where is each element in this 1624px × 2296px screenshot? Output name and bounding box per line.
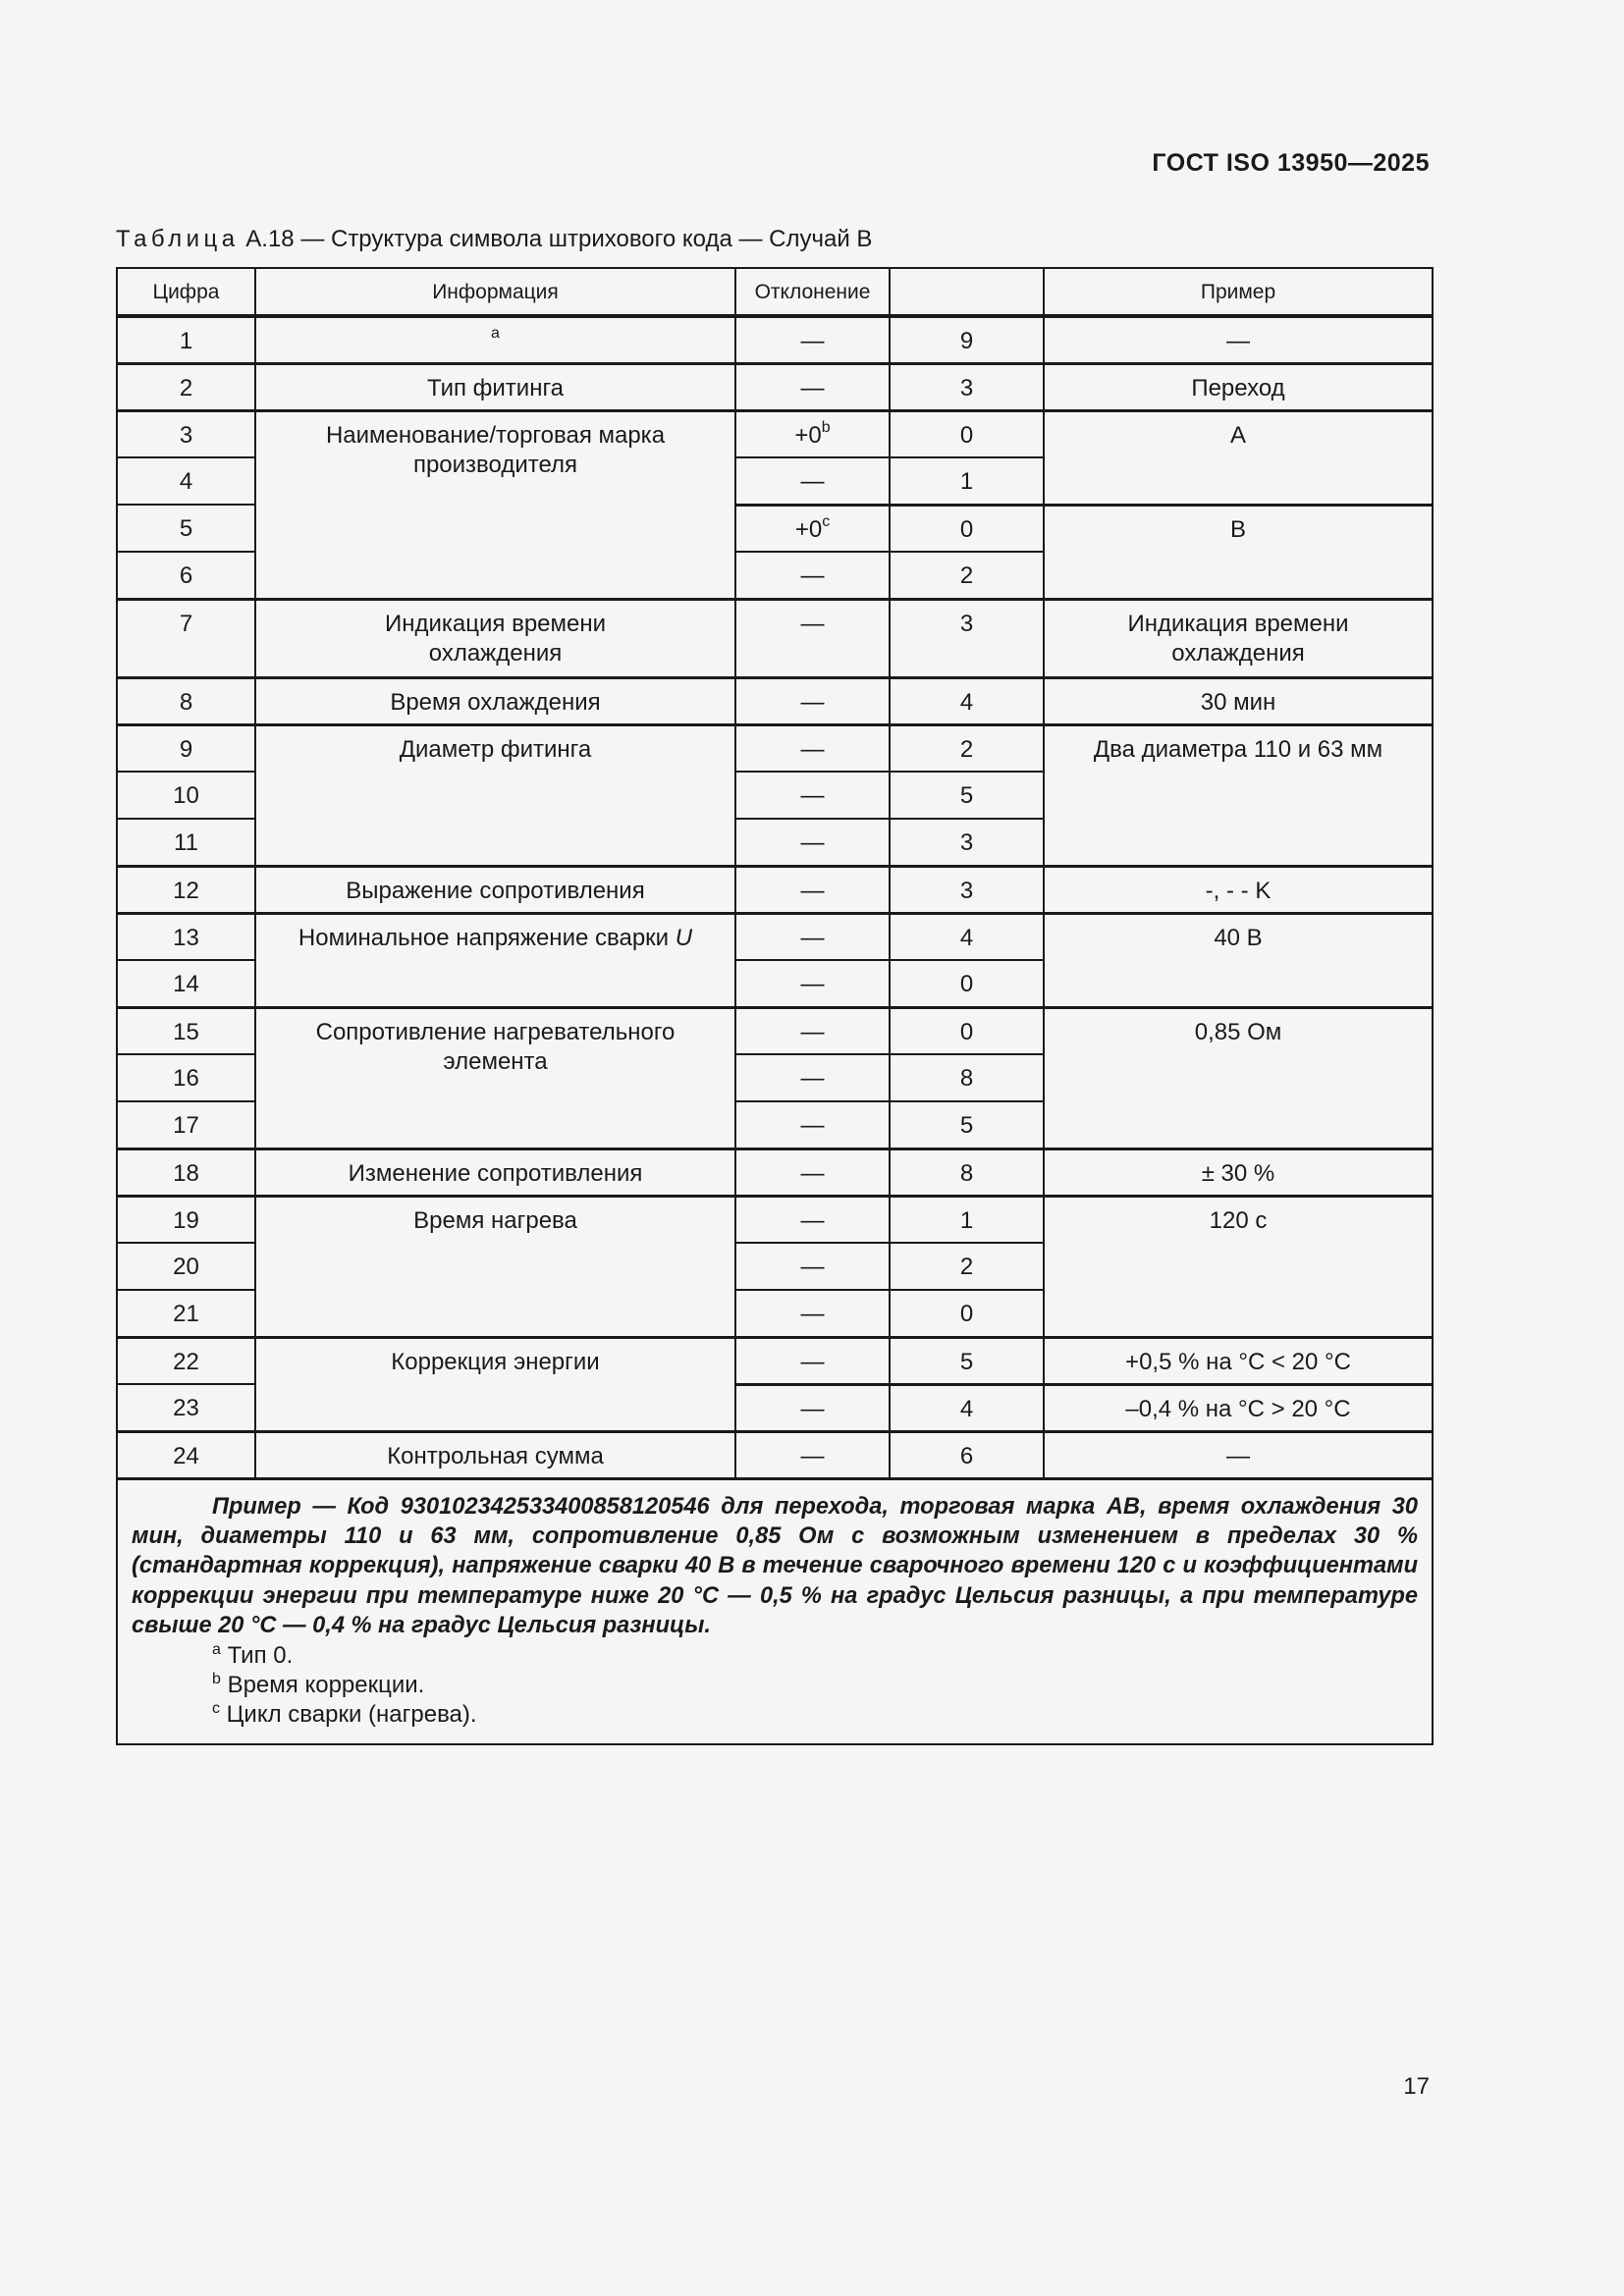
- table-row: [117, 1148, 1433, 1196]
- deviation-cell: —: [735, 724, 890, 772]
- info-cell: Тип фитинга: [255, 363, 735, 410]
- deviation-cell: +0$^c$: [735, 505, 890, 552]
- example-cell: ± 30 %: [1044, 1148, 1433, 1196]
- value-cell: 5: [890, 1101, 1044, 1148]
- footnote-mark: c: [822, 512, 831, 530]
- digit-cell: 24: [117, 1431, 255, 1478]
- digit-cell: 3: [117, 410, 255, 457]
- table-row: [117, 866, 1433, 913]
- value-cell: 0: [890, 1007, 1044, 1054]
- example-cell: Переход: [1044, 363, 1433, 410]
- deviation-cell: —: [735, 1384, 890, 1431]
- value-cell: 5: [890, 772, 1044, 819]
- document-code: ГОСТ ISO 13950—2025: [1152, 149, 1430, 177]
- value-cell: 3: [890, 866, 1044, 913]
- digit-cell: 10: [117, 772, 255, 819]
- value-cell: 2: [890, 1243, 1044, 1290]
- digit-cell: 5: [117, 505, 255, 552]
- table-row: [117, 677, 1433, 724]
- deviation-cell: +0$^b$: [735, 410, 890, 457]
- digit-cell: 1: [117, 316, 255, 363]
- deviation-cell: —: [735, 772, 890, 819]
- digit-cell: 9: [117, 724, 255, 772]
- deviation-cell: —: [735, 819, 890, 866]
- info-cell: Сопротивление нагревательного элемента: [255, 1007, 735, 1148]
- barcode-structure-table: [116, 267, 1434, 1745]
- deviation-cell: —: [735, 1148, 890, 1196]
- digit-cell: 7: [117, 599, 255, 677]
- digit-cell: 20: [117, 1243, 255, 1290]
- deviation-cell: —: [735, 316, 890, 363]
- digit-cell: 2: [117, 363, 255, 410]
- digit-cell: 21: [117, 1290, 255, 1337]
- deviation-cell: —: [735, 1054, 890, 1101]
- footnote-mark: a: [491, 325, 500, 342]
- info-cell: Время охлаждения: [255, 677, 735, 724]
- table-row: [117, 1196, 1433, 1243]
- value-cell: 2: [890, 552, 1044, 599]
- value-cell: 0: [890, 410, 1044, 457]
- example-cell: –0,4 % на °С > 20 °С: [1044, 1384, 1433, 1431]
- deviation-cell: —: [735, 599, 890, 677]
- deviation-cell: —: [735, 960, 890, 1007]
- value-cell: 5: [890, 1337, 1044, 1384]
- info-cell: Контрольная сумма: [255, 1431, 735, 1478]
- header-deviation: Отклонение: [735, 268, 890, 316]
- header-digit: Цифра: [117, 268, 255, 316]
- info-cell: [255, 316, 735, 363]
- table-row: [117, 1431, 1433, 1478]
- table-row: [117, 913, 1433, 960]
- info-cell: Коррекция энергии: [255, 1337, 735, 1431]
- table-header-row: [117, 268, 1433, 316]
- digit-cell: 15: [117, 1007, 255, 1054]
- value-cell: 1: [890, 457, 1044, 505]
- value-cell: 8: [890, 1148, 1044, 1196]
- deviation-cell: —: [735, 1337, 890, 1384]
- deviation-cell: —: [735, 1101, 890, 1148]
- value-cell: 2: [890, 724, 1044, 772]
- deviation-cell: —: [735, 866, 890, 913]
- example-cell: —: [1044, 316, 1433, 363]
- table-row: [117, 724, 1433, 772]
- caption-text: А.18 — Структура символа штрихового кода — Случай В: [239, 226, 873, 252]
- deviation-cell: —: [735, 677, 890, 724]
- footnote-c: $^c$ Цикл сварки (нагрева).: [212, 1699, 477, 1728]
- info-cell: Диаметр фитинга: [255, 724, 735, 866]
- table-row: [117, 363, 1433, 410]
- table-caption: [116, 226, 872, 253]
- voltage-variable: U: [675, 924, 693, 951]
- table-row: [117, 1337, 1433, 1384]
- digit-cell: 11: [117, 819, 255, 866]
- notes-row: [117, 1478, 1433, 1744]
- value-cell: 9: [890, 316, 1044, 363]
- table-row: [117, 1007, 1433, 1054]
- notes-cell: [117, 1478, 1433, 1744]
- digit-cell: 22: [117, 1337, 255, 1384]
- deviation-cell: —: [735, 1290, 890, 1337]
- info-cell: Выражение сопротивления: [255, 866, 735, 913]
- header-value: [890, 268, 1044, 316]
- value-cell: 3: [890, 819, 1044, 866]
- footnote-a: $^a$ Тип 0.: [212, 1640, 294, 1669]
- value-cell: 8: [890, 1054, 1044, 1101]
- digit-cell: 23: [117, 1384, 255, 1431]
- example-cell: 0,85 Ом: [1044, 1007, 1433, 1148]
- example-cell: 30 мин: [1044, 677, 1433, 724]
- digit-cell: 16: [117, 1054, 255, 1101]
- value-cell: 6: [890, 1431, 1044, 1478]
- example-paragraph: Пример — Код 930102342533400858120546 для перехода, торговая марка АВ, время охлаждения 30 мин, диаметры 110 и 63 мм, сопротивление 0,85 Ом с возможным изменением в пределах 30 % (стандартная коррекция), напряжение сварки 40 В в течение сварочного времени 120 с и коэффициентами коррекции энергии при температуре ниже 20 °С — 0,5 % на градус Цельсия разницы, а при температуре свыше 20 °С — 0,4 % на градус Цельсия разницы.: [132, 1493, 1418, 1639]
- digit-cell: 4: [117, 457, 255, 505]
- example-cell: +0,5 % на °С < 20 °С: [1044, 1337, 1433, 1384]
- digit-cell: 6: [117, 552, 255, 599]
- example-cell: Индикация времени охлаждения: [1044, 599, 1433, 677]
- value-cell: 4: [890, 913, 1044, 960]
- example-cell: —: [1044, 1431, 1433, 1478]
- info-cell: Время нагрева: [255, 1196, 735, 1337]
- footnote-b: $^b$ Время коррекции.: [212, 1670, 425, 1698]
- value-cell: 1: [890, 1196, 1044, 1243]
- info-cell: Номинальное напряжение сварки U: [255, 913, 735, 1007]
- digit-cell: 19: [117, 1196, 255, 1243]
- value-cell: 3: [890, 599, 1044, 677]
- table-row: [117, 316, 1433, 363]
- deviation-cell: —: [735, 1243, 890, 1290]
- value-cell: 0: [890, 1290, 1044, 1337]
- value-cell: 0: [890, 505, 1044, 552]
- digit-cell: 17: [117, 1101, 255, 1148]
- digit-cell: 14: [117, 960, 255, 1007]
- caption-prefix: Таблица: [116, 226, 240, 252]
- example-cell: A: [1044, 410, 1433, 505]
- table-row: [117, 599, 1433, 677]
- digit-cell: 8: [117, 677, 255, 724]
- value-cell: 3: [890, 363, 1044, 410]
- info-cell: Индикация времени охлаждения: [255, 599, 735, 677]
- value-cell: 4: [890, 677, 1044, 724]
- info-cell: Наименование/торговая марка производителя: [255, 410, 735, 599]
- deviation-cell: —: [735, 1431, 890, 1478]
- digit-cell: 12: [117, 866, 255, 913]
- deviation-cell: —: [735, 363, 890, 410]
- value-cell: 0: [890, 960, 1044, 1007]
- example-cell: Два диаметра 110 и 63 мм: [1044, 724, 1433, 866]
- value-cell: 4: [890, 1384, 1044, 1431]
- deviation-cell: —: [735, 913, 890, 960]
- example-cell: -, - - K: [1044, 866, 1433, 913]
- example-cell: B: [1044, 505, 1433, 599]
- digit-cell: 18: [117, 1148, 255, 1196]
- deviation-cell: —: [735, 552, 890, 599]
- footnote-mark: b: [821, 418, 831, 436]
- page-number: 17: [1403, 2073, 1430, 2100]
- table-row: [117, 410, 1433, 457]
- deviation-cell: —: [735, 457, 890, 505]
- example-cell: 40 В: [1044, 913, 1433, 1007]
- info-cell: Изменение сопротивления: [255, 1148, 735, 1196]
- deviation-cell: —: [735, 1007, 890, 1054]
- header-example: Пример: [1044, 268, 1433, 316]
- example-cell: 120 с: [1044, 1196, 1433, 1337]
- digit-cell: 13: [117, 913, 255, 960]
- deviation-cell: —: [735, 1196, 890, 1243]
- header-info: Информация: [255, 268, 735, 316]
